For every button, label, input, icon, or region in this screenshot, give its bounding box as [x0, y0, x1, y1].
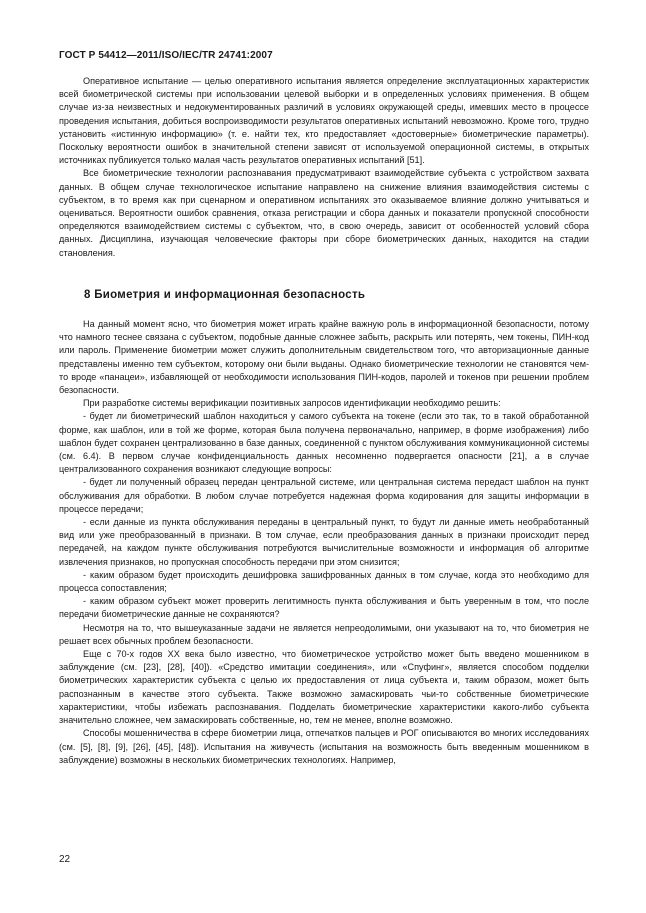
section-heading: 8 Биометрия и информационная безопасность — [84, 289, 366, 301]
document-header: ГОСТ Р 54412—2011/ISO/IEC/TR 24741:2007 — [59, 50, 273, 61]
list-item: - если данные из пункта обслуживания переданы в центральный пункт, то будут ли данные иметь необработанный вид или уже преобразованный в признаки. В том случае, если преобразования данных в признаки происходит перед передачей, на каждом пункте обслуживания потребуются вычислительные возможности и информация об алгоритме извлечения признаков, но пропускная способность передачи при этом снизится; — [59, 517, 589, 567]
paragraph: Способы мошенничества в сфере биометрии лица, отпечатков пальцев и РОГ описываются во многих исследованиях (см. [5], [8], [9], [26], [45], [48]). Испытания на живучесть (испытания на возможность быть введенным мошенником в заблуждение) возможны в нескольких биометрических технологиях. Например, — [59, 728, 589, 765]
paragraph: На данный момент ясно, что биометрия может играть крайне важную роль в информационной безопасности, потому что намного теснее связана с субъектом, подобные данные сложнее забыть, раскрыть или потерять, чем токены, ПИН-код или пароль. Применение биометрии может служить дополнительным свидетельством того, что авторизационные данные представлены именно тем субъектом, которому они были выданы. Однако биометрические технологии не становятся чем-то вроде «панацеи», избавляющей от необходимости использования ПИН-кодов, паролей и токенов при решении проблем безопасности. — [59, 319, 589, 396]
paragraph: Еще с 70-х годов XX века было известно, что биометрическое устройство может быть введено мошенником в заблуждение (см. [23], [28], [40]). «Средство имитации соединения», или «Спуфинг», является способом подделки биометрических характеристик субъекта с целью их предоставления от лица субъекта и, таким образом, может быть распознанным в качестве этого субъекта. Также возможно замаскировать чьи-то собственные биометрические характеристики, чтобы избежать распознавания. Подделать биометрические характеристики какого-либо субъекта значительно сложнее, чем замаскировать собственные, но, тем не менее, вполне возможно. — [59, 649, 589, 726]
page-number: 22 — [59, 854, 71, 865]
list-item: - будет ли полученный образец передан центральной системе, или центральная система передаст шаблон на пункт обслуживания для обработки. В любом случае потребуется надежная форма кодирования для защиты информации в процессе передачи; — [59, 477, 589, 514]
list-item: - каким образом будет происходить дешифровка зашифрованных данных в том случае, когда это необходимо для процесса сопоставления; — [59, 569, 589, 594]
section-text-block — [59, 318, 589, 767]
paragraph: Оперативное испытание — целью оперативного испытания является определение эксплуатационных характеристик всей биометрической системы при использовании целевой выборки и в определенных условиях применения. В общем случае из-за неизвестных и недокументированных различий в условиях окружающей среды, имевших место в процессе проведения испытания, добиться воспроизводимости результатов оперативных испытаний невозможно. Кроме того, трудно установить «истинную информацию» (т. е. найти тех, кто предоставляет «достоверные» биометрические параметры). Поскольку вероятности ошибок в значительной степени зависят от используемой операционной системы, в открытых источниках публикуется только малая часть результатов оперативных испытаний [51]. — [59, 76, 589, 166]
intro-text-block — [59, 75, 589, 260]
paragraph: Все биометрические технологии распознавания предусматривают взаимодействие субъекта с устройством захвата данных. В общем случае технологическое испытание направлено на снижение влияния взаимодействия системы с субъектом, в то время как при сценарном и оперативном испытаниях это оказываемое влияние должно учитываться и оцениваться. Вероятности ошибок сравнения, отказа регистрации и сбора данных и показатели пропускной способности определяются взаимодействием системы с субъектом, что, в свою очередь, зависит от особенностей условий сбора данных. Дисциплина, изучающая человеческие факторы при сборе биометрических данных, находится на стадии становления. — [59, 168, 589, 258]
paragraph: При разработке системы верификации позитивных запросов идентификации необходимо решить: — [83, 398, 501, 409]
list-item: - будет ли биометрический шаблон находиться у самого субъекта на токене (если это так, то в такой обработанной форме, как шаблон, или в той же форме, которая была получена первоначально, например, в форме изображения) либо шаблон будет сохранен централизованно в базе данных, соединенной с пунктом обслуживания коммуникационной системы (см. 6.4). В первом случае конфиденциальность данных несомненно подвергается опасности [21], а в случае централизованного сохранения возникают следующие вопросы: — [59, 411, 589, 475]
list-item: - каким образом субъект может проверить легитимность пункта обслуживания и быть уверенным в том, что после передачи биометрические данные не сохраняются? — [59, 596, 589, 620]
paragraph: Несмотря на то, что вышеуказанные задачи не является непреодолимыми, они указывают на то, что биометрия не решает всех обычных проблем безопасности. — [59, 622, 589, 646]
